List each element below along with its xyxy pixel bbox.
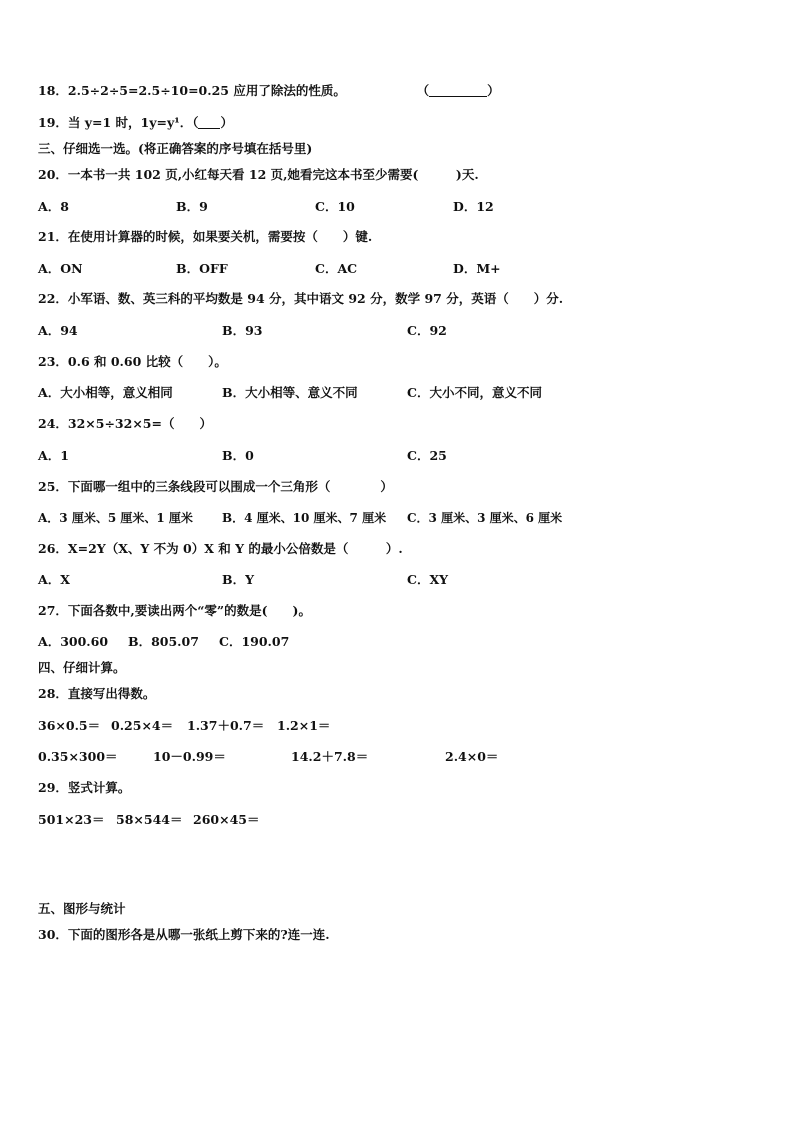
question-19-text: 19．当 y=1 时，1y=y¹．（	[38, 115, 199, 130]
calc-item: 1.37＋0.7＝	[187, 718, 265, 733]
question-23-stem: 23．0.6 和 0.60 比较（ ）。	[38, 354, 227, 369]
question-26-stem: 26．X=2Y（X、Y 不为 0）X 和 Y 的最小公倍数是（ ）.	[38, 541, 403, 556]
calc-item: 58×544＝	[116, 812, 183, 827]
option-a[interactable]: A．3 厘米、5 厘米、1 厘米	[38, 511, 193, 525]
option-b[interactable]: B．0	[222, 448, 254, 463]
answer-paren-open: （	[416, 83, 430, 98]
question-19-close: ）	[220, 115, 233, 130]
option-a[interactable]: A．1	[38, 448, 69, 463]
option-c[interactable]: C．25	[407, 448, 447, 463]
option-a[interactable]: A．大小相等，意义相同	[38, 385, 173, 400]
option-c[interactable]: C．大小不同，意义不同	[407, 385, 542, 400]
question-20-stem: 20．一本书一共 102 页,小红每天看 12 页,她看完这本书至少需要( )天.	[38, 167, 479, 182]
question-18-text: 18．2.5÷2÷5=2.5÷10=0.25 应用了除法的性质。	[38, 83, 346, 98]
option-a[interactable]: A．300.60	[38, 634, 109, 649]
calc-item: 2.4×0＝	[445, 749, 499, 764]
calc-item: 0.25×4＝	[111, 718, 174, 733]
option-c[interactable]: C．92	[407, 323, 447, 338]
option-c[interactable]: C．AC	[315, 261, 358, 276]
option-b[interactable]: B．9	[176, 199, 208, 214]
question-30-stem: 30．下面的图形各是从哪一张纸上剪下来的?连一连.	[38, 927, 330, 942]
question-29-stem: 29．竖式计算。	[38, 780, 131, 795]
section-5-heading: 五、图形与统计	[38, 901, 126, 916]
calc-item: 14.2＋7.8＝	[291, 749, 369, 764]
option-a[interactable]: A．8	[38, 199, 69, 214]
option-b[interactable]: B．805.07	[128, 634, 199, 649]
section-4-heading: 四、仔细计算。	[38, 660, 126, 675]
question-19	[38, 115, 233, 131]
question-24-stem: 24．32×5÷32×5=（ ）	[38, 416, 212, 431]
calc-item: 36×0.5＝	[38, 718, 101, 733]
calc-item: 501×23＝	[38, 812, 105, 827]
option-b[interactable]: B．Y	[222, 572, 254, 587]
answer-blank[interactable]	[198, 116, 220, 129]
answer-blank[interactable]	[429, 84, 487, 97]
option-a[interactable]: A．ON	[38, 261, 83, 276]
option-a[interactable]: A．X	[38, 572, 70, 587]
question-28-stem: 28．直接写出得数。	[38, 686, 156, 701]
option-d[interactable]: D．M+	[453, 261, 501, 276]
option-b[interactable]: B．93	[222, 323, 263, 338]
option-c[interactable]: C．190.07	[219, 634, 290, 649]
option-b[interactable]: B．OFF	[176, 261, 228, 276]
option-a[interactable]: A．94	[38, 323, 78, 338]
option-b[interactable]: B．大小相等、意义不同	[222, 385, 358, 400]
question-21-stem: 21．在使用计算器的时候，如果要关机，需要按（ ）键.	[38, 229, 373, 244]
calc-item: 0.35×300＝	[38, 749, 118, 764]
calc-item: 260×45＝	[193, 812, 260, 827]
question-22-stem: 22．小军语、数、英三科的平均数是 94 分，其中语文 92 分，数学 97 分，英语（ ）分.	[38, 291, 564, 306]
question-27-stem: 27．下面各数中,要读出两个“零”的数是( )。	[38, 603, 311, 618]
calc-item: 10－0.99＝	[153, 749, 226, 764]
calc-item: 1.2×1＝	[277, 718, 331, 733]
section-3-heading: 三、仔细选一选。(将正确答案的序号填在括号里)	[38, 141, 313, 156]
option-b[interactable]: B．4 厘米、10 厘米、7 厘米	[222, 511, 387, 525]
question-25-stem: 25．下面哪一组中的三条线段可以围成一个三角形（ ）	[38, 479, 393, 494]
answer-paren-close: ）	[487, 83, 500, 98]
option-c[interactable]: C．10	[315, 199, 355, 214]
option-c[interactable]: C．XY	[407, 572, 449, 587]
question-18	[38, 83, 500, 99]
option-c[interactable]: C．3 厘米、3 厘米、6 厘米	[407, 511, 563, 525]
option-d[interactable]: D．12	[453, 199, 494, 214]
